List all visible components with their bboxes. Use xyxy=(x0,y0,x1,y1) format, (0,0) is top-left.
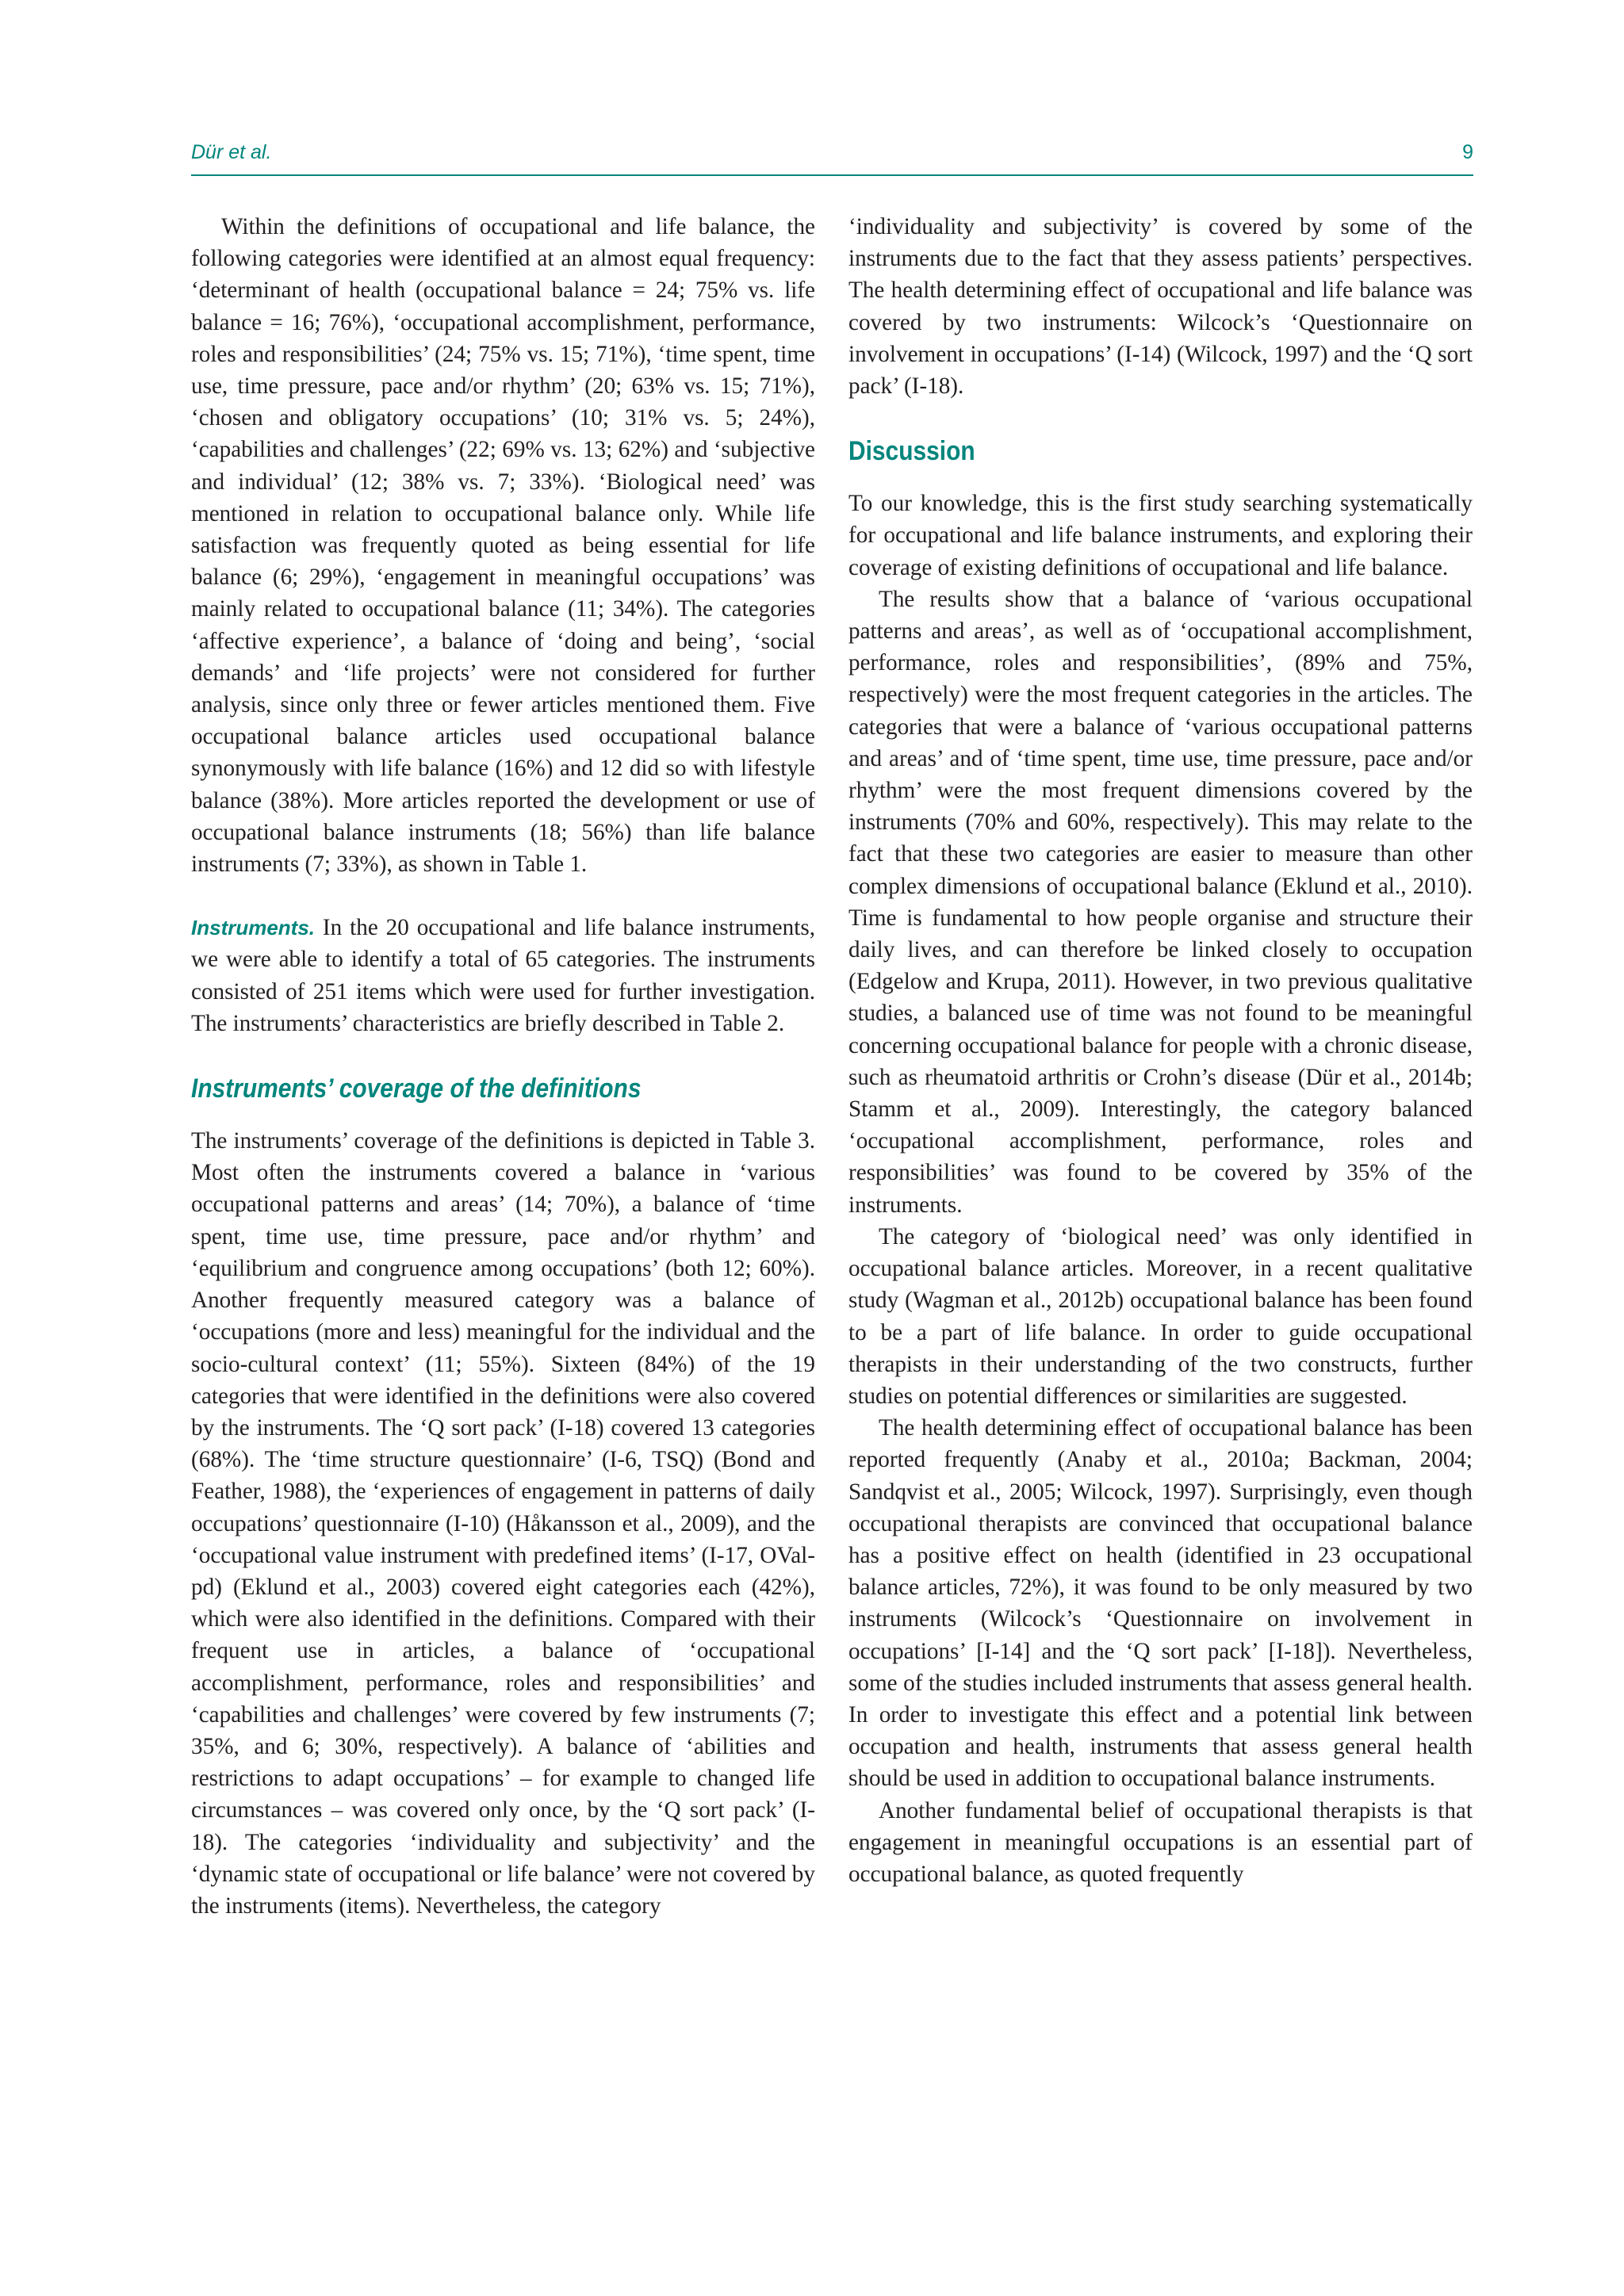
paragraph: The health determining effect of occupational balance has been reported frequently (Anaby et al., 2010a; Backman, 2004; Sandqvist et al., 2005; Wilcock, 1997). Surprisingly, even though occupational therapists are convinced that occupational balance has a positive effect on health (identified in 23 occupational balance articles, 72%), it was found to be only measured by two instruments (Wilcock’s ‘Questionnaire on involvement in occupations’ [I-14] and the ‘Q sort pack’ [I-18]). Nevertheless, some of the studies included instruments that assess general health. In order to investigate this effect and a potential link between occupation and health, instruments that assess general health should be used in addition to occupational balance instruments. xyxy=(848,1415,1473,1792)
right-column xyxy=(848,211,1473,1890)
paragraph: ‘individuality and subjectivity’ is covered by some of the instruments due to the fact that they assess patients’ perspectives. The health determining effect of occupational and life balance was covered by two instruments: Wilcock’s ‘Questionnaire on involvement in occupations’ (I-14) (Wilcock, 1997) and the ‘Q sort pack’ (I-18). xyxy=(848,214,1473,400)
paragraph: The instruments’ coverage of the definitions is depicted in Table 3. Most often the instruments covered a balance in ‘various occupational patterns and areas’ (14; 70%), a balance of ‘time spent, time use, time pressure, pace and/or rhythm’ and ‘equilibrium and congruence among occupations’ (both 12; 60%). Another frequently measured category was a balance of ‘occupations (more and less) meaningful for the individual and the socio-cultural context’ (11; 55%). Sixteen (84%) of the 19 categories that were identified in the definitions were also covered by the instruments. The ‘Q sort pack’ (I-18) covered 13 categories (68%). The ‘time structure questionnaire’ (I-6, TSQ) (Bond and Feather, 1988), the ‘experiences of engagement in patterns of daily occupations’ questionnaire (I-10) (Håkansson et al., 2009), and the ‘occupational value instrument with predefined items’ (I-17, OVal-pd) (Eklund et al., 2003) covered eight categories each (42%), which were also identified in the definitions. Compared with their frequent use in articles, a balance of ‘occupational accomplishment, performance, roles and responsibilities’ and ‘capabilities and challenges’ were covered by few instruments (7; 35%, and 6; 30%, respectively). A balance of ‘abilities and restrictions to adapt occupations’ – for example to changed life circumstances – was covered only once, by the ‘Q sort pack’ (I-18). The categories ‘individuality and subjectivity’ and the ‘dynamic state of occupational or life balance’ were not covered by the instruments (items). Nevertheless, the category xyxy=(191,1128,815,1919)
paragraph: The results show that a balance of ‘various occupational patterns and areas’, as well as of ‘occupational accomplishment, performance, roles and responsibilities’, (89% and 75%, respectively) were the most frequent categories in the articles. The categories that were a balance of ‘various occupational patterns and areas’ and of ‘time spent, time use, time pressure, pace and/or rhythm’ were the most frequent dimensions covered by the instruments (70% and 60%, respectively). This may relate to the fact that these two categories are easier to measure than other complex dimensions of occupational balance (Eklund et al., 2010). Time is fundamental to how people organise and structure their daily lives, and can therefore be linked closely to occupation (Edgelow and Krupa, 2011). However, in two previous qualitative studies, a balanced use of time was not found to be meaningful concerning occupational balance for people with a chronic disease, such as rheumatoid arthritis or Crohn’s disease (Dür et al., 2014b; Stamm et al., 2009). Interestingly, the category balanced ‘occupational accomplishment, performance, roles and responsibilities’ was found to be covered by 35% of the instruments. xyxy=(848,586,1473,1218)
paragraph: To our knowledge, this is the first study searching systematically for occupational and life balance instruments, and exploring their coverage of existing definitions of occupational and life balance. xyxy=(848,491,1473,580)
paragraph-text: In the 20 occupational and life balance instruments, we were able to identify a total of 65 categories. The instruments consisted of 251 items which were used for further investigation. The instruments’ characteristics are briefly described in Table 2. xyxy=(191,915,816,1036)
page-number: 9 xyxy=(1462,141,1473,163)
left-column xyxy=(191,211,815,1922)
running-head-authors: Dür et al. xyxy=(191,141,272,163)
section-heading-discussion: Discussion xyxy=(848,436,975,467)
instruments-paragraph xyxy=(191,912,815,1039)
running-head xyxy=(191,136,1473,176)
instruments-run-in-heading: Instruments. xyxy=(191,916,316,940)
paragraph: Within the definitions of occupational and life balance, the following categories were identified at an almost equal frequency: ‘determinant of health (occupational balance = 24; 75% vs. life balance = 16; 76%), ‘occupational accomplishment, performance, roles and responsibilities’ (24; 75% vs. 15; 71%), ‘time spent, time use, time pressure, pace and/or rhythm’ (20; 63% vs. 15; 71%), ‘chosen and obligatory occupations’ (10; 31% vs. 5; 24%), ‘capabilities and challenges’ (22; 69% vs. 13; 62%) and ‘subjective and individual’ (12; 38% vs. 7; 33%). ‘Biological need’ was mentioned in relation to occupational balance only. While life satisfaction was frequently quoted as being essential for life balance (6; 29%), ‘engagement in meaningful occupations’ was mainly related to occupational balance (11; 34%). The categories ‘affective experience’, a balance of ‘doing and being’, ‘social demands’ and ‘life projects’ were not considered for further analysis, since only three or fewer articles mentioned them. Five occupational balance articles used occupational balance synonymously with life balance (16%) and 12 did so with lifestyle balance (38%). More articles reported the development or use of occupational balance instruments (18; 56%) than life balance instruments (7; 33%), as shown in Table 1. xyxy=(191,214,815,878)
paragraph: Another fundamental belief of occupational therapists is that engagement in meaningful occupations is an essential part of occupational balance, as quoted frequently xyxy=(848,1797,1473,1887)
paragraph: The category of ‘biological need’ was only identified in occupational balance articles. Moreover, in a recent qualitative study (Wagman et al., 2012b) occupational balance has been found to be a part of life balance. In order to guide occupational therapists in their understanding of the two constructs, further studies on potential differences or similarities are suggested. xyxy=(848,1223,1473,1409)
section-heading-instruments-coverage: Instruments’ coverage of the definitions xyxy=(191,1073,642,1104)
